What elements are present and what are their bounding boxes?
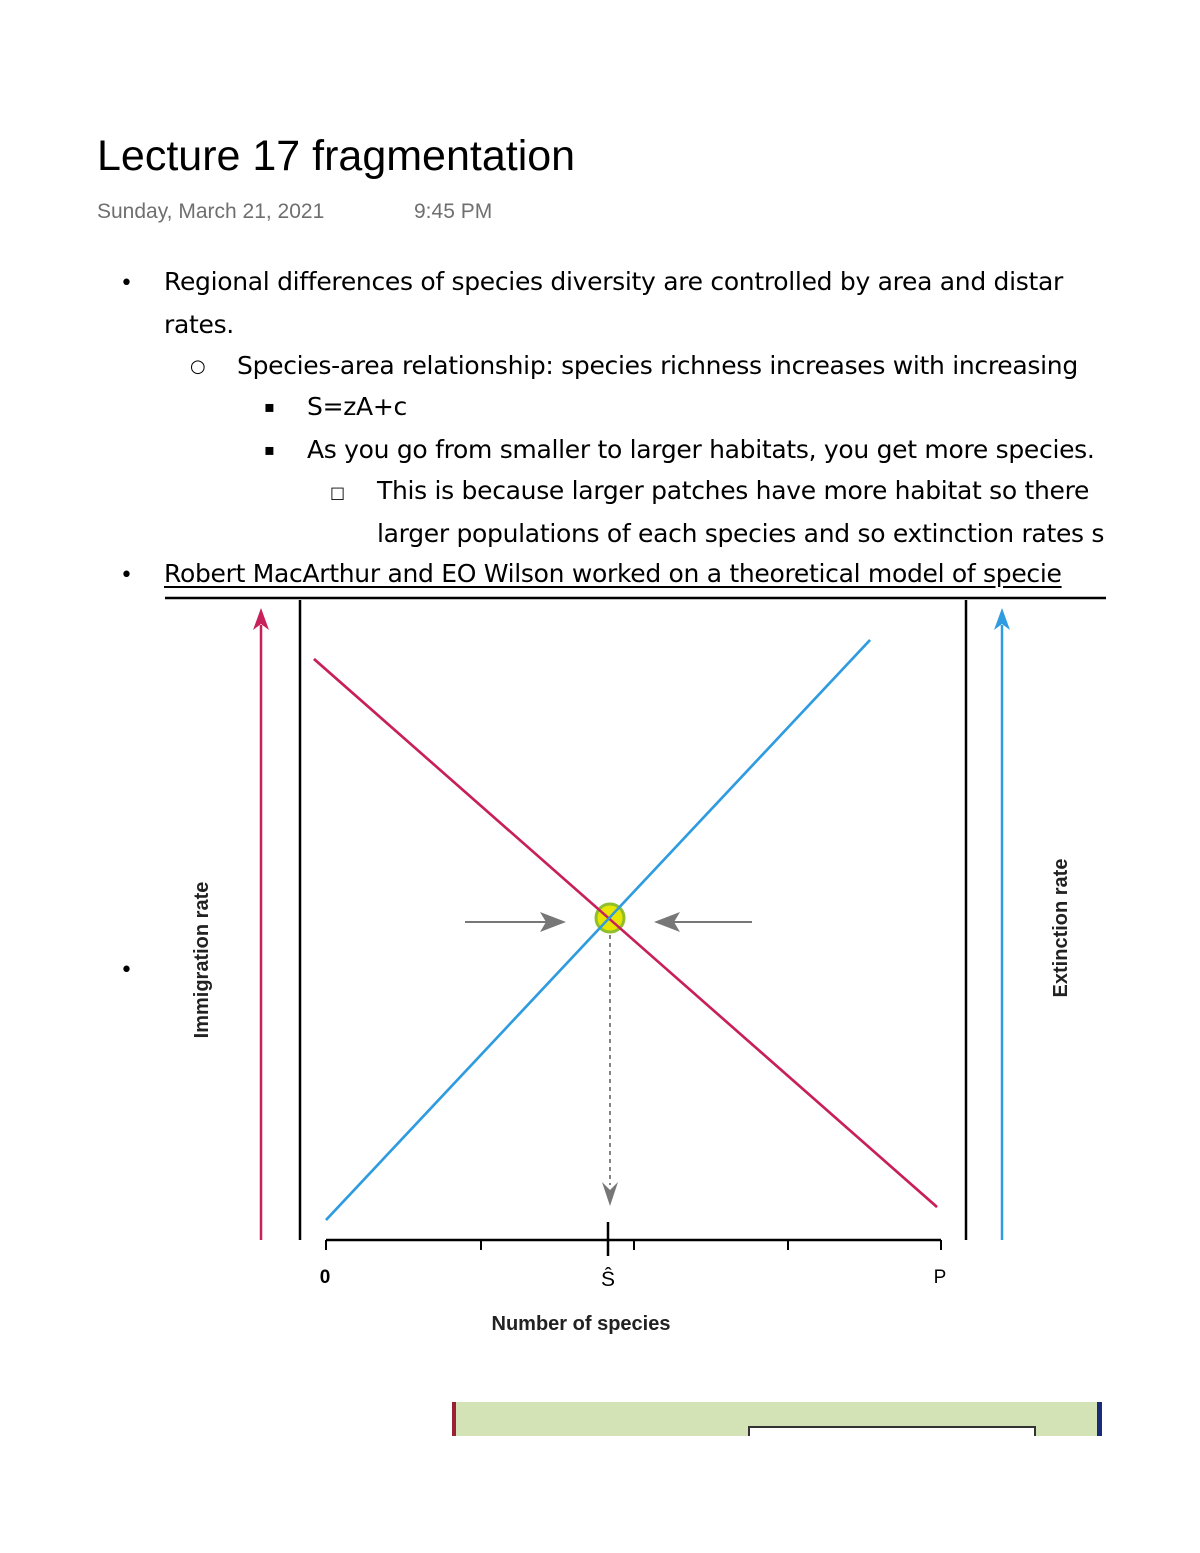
extinction-line-overlay xyxy=(326,640,870,1220)
note-line: Robert MacArthur and EO Wilson worked on a theoretical model of specie xyxy=(164,559,1062,588)
bullet-level4: □ xyxy=(330,483,346,502)
tick-label-zero: 0 xyxy=(319,1267,331,1288)
cropped-figure xyxy=(452,1402,1102,1436)
note-line: larger populations of each species and so extinction rates s xyxy=(377,519,1105,548)
page-title: Lecture 17 fragmentation xyxy=(97,132,576,180)
note-line: S=zA+c xyxy=(307,392,407,421)
note-line: As you go from smaller to larger habitats, you get more species. xyxy=(307,435,1095,464)
bullet-level3: ▪ xyxy=(264,397,275,416)
note-line: rates. xyxy=(164,310,234,339)
note-line: Regional differences of species diversity are controlled by area and distar xyxy=(164,267,1063,296)
bullet-level2: ○ xyxy=(190,356,206,377)
figure-edge xyxy=(452,1402,456,1436)
tick-label-pool: P xyxy=(933,1267,947,1288)
arrow-down-icon xyxy=(602,1182,618,1206)
left-axis-label: Immigration rate xyxy=(191,881,213,1039)
bullet-level1: • xyxy=(120,958,133,983)
right-axis-label: Extinction rate xyxy=(1050,858,1072,998)
tick-label-equilibrium: Ŝ xyxy=(600,1268,616,1291)
bullet-level3: ▪ xyxy=(264,440,275,459)
figure-inner-box xyxy=(748,1426,1036,1436)
note-time: 9:45 PM xyxy=(414,200,493,223)
figure-edge xyxy=(1097,1402,1102,1436)
note-date: Sunday, March 21, 2021 xyxy=(97,200,325,223)
bullet-level1: • xyxy=(120,271,133,296)
note-line: This is because larger patches have more habitat so there xyxy=(377,476,1090,505)
bullet-level1: • xyxy=(120,563,133,588)
immigration-line-overlay xyxy=(314,659,937,1207)
note-line: Species-area relationship: species richness increases with increasing xyxy=(237,351,1078,380)
x-axis-label: Number of species xyxy=(491,1313,671,1335)
